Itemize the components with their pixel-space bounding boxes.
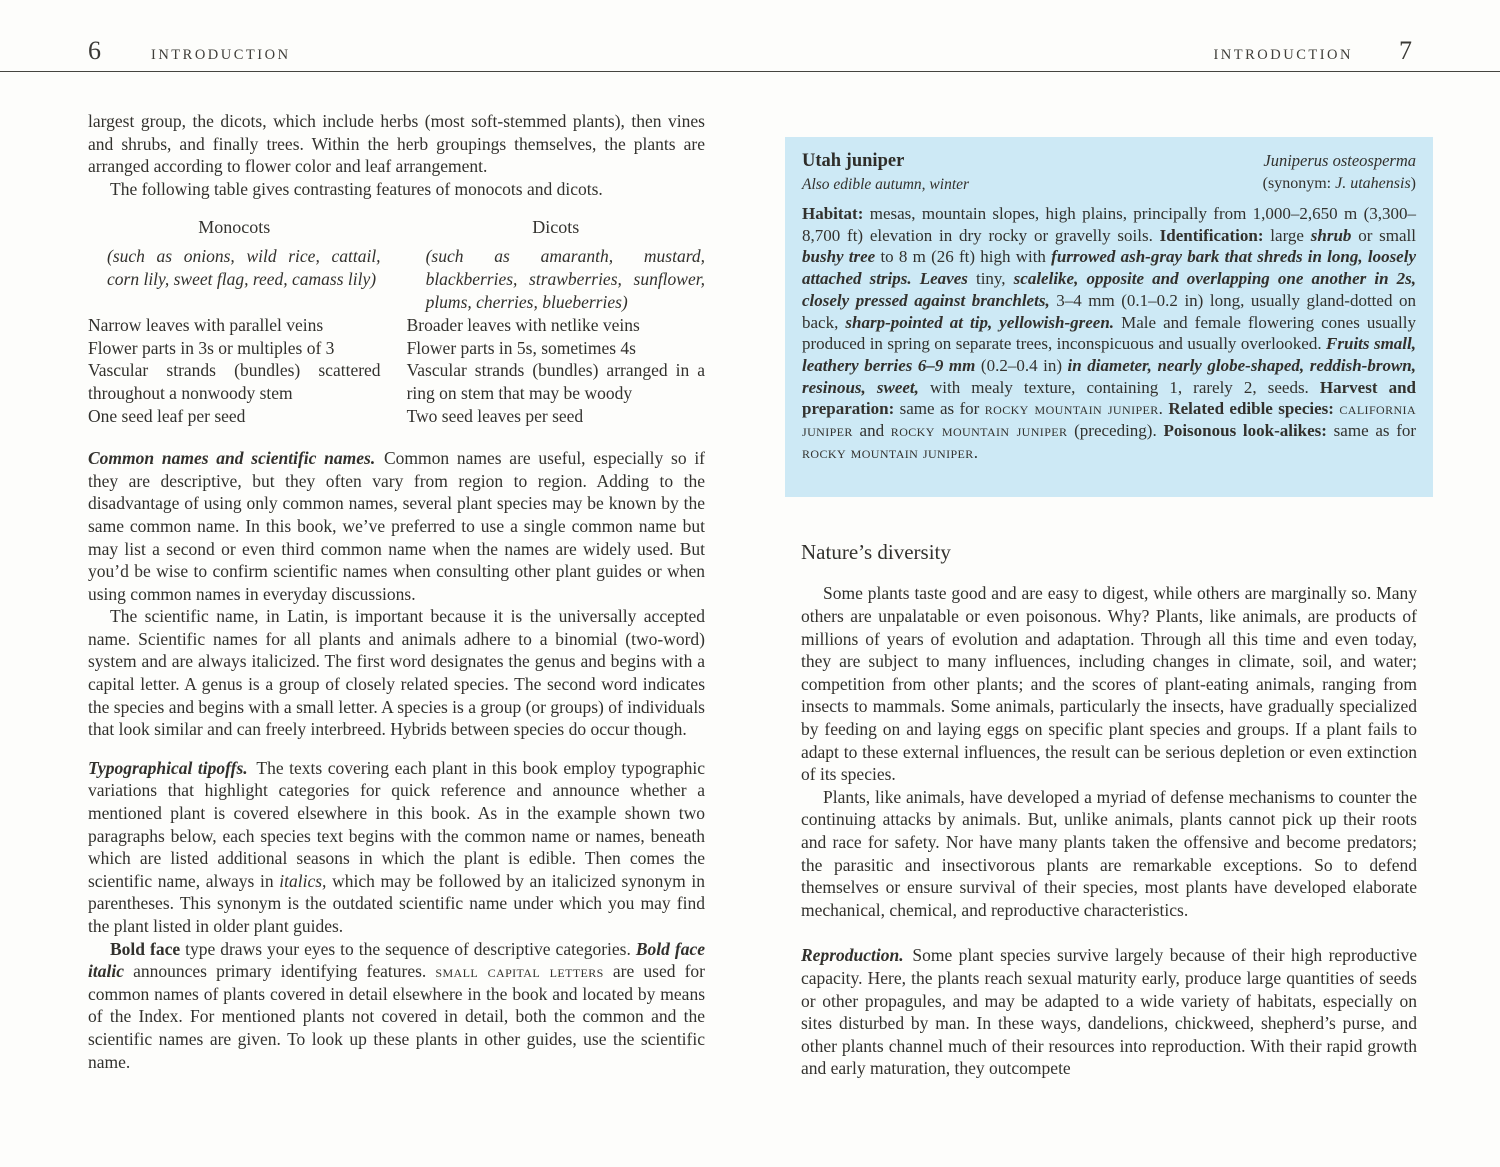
table-row <box>88 314 705 337</box>
monocot-dicot-table <box>88 217 705 427</box>
right-page-number: 7 <box>1399 36 1412 65</box>
table-header-dicots: Dicots <box>532 217 580 238</box>
left-running-head <box>88 36 291 66</box>
species-common-name: Utah juniper <box>802 151 905 171</box>
paragraph-dicots-intro: largest group, the dicots, which include herbs (most soft-stemmed plants), then vines and shrubs, and finally trees. Within the herb groupings themselves, the plants are arranged according to flower color and leaf arrangement. <box>88 111 705 177</box>
right-page-column <box>785 110 1433 1080</box>
paragraph-table-lead: The following table gives contrasting features of monocots and dicots. <box>110 178 603 199</box>
species-edibility-note: Also edible autumn, winter <box>802 176 970 193</box>
right-running-head <box>1213 36 1412 66</box>
table-cell: Narrow leaves with parallel veins <box>88 315 324 336</box>
section-heading-natures-diversity: Nature’s diversity <box>801 540 951 565</box>
species-scientific-name: Juniperus osteosperma <box>1263 151 1416 170</box>
left-page-column <box>88 110 705 1073</box>
table-cell: One seed leaf per seed <box>88 405 246 426</box>
paragraph-typographical-tipoffs: Typographical tipoffs. The texts covering each plant in this book employ typographic variations that highlight categories for quick reference and announce whether a mentioned plant is covered elsewhere in this book. As in the example shown two paragraphs below, each species text begins with the common name or names, beneath which are listed additional seasons in which the plant is edible. Then comes the scientific name, always in italics, which may be followed by an italicized synonym in parentheses. This synonym is the outdated scientific name under which you may find the plant listed in older plant guides. <box>88 757 705 936</box>
paragraph-reproduction: Reproduction. Some plant species survive largely because of their high reproductive capacity. Here, the plants reach sexual maturity early, produce large quantities of seeds or other propagules, and may be adapted to a wide variety of habitats, especially on sites disturbed by man. In these ways, dandelions, chickweed, shepherd’s purse, and other plants channel much of their resources into reproduction. With their rapid growth and early maturation, they outcompete <box>801 945 1417 1079</box>
species-synonym: (synonym: J. utahensis) <box>1262 175 1416 192</box>
table-cell: Vascular strands (bundles) scattered throughout a nonwoody stem <box>88 360 381 403</box>
paragraph-scientific-names: The scientific name, in Latin, is important because it is the universally accepted name. Scientific names for all plants and animals adhere to a binomial (two-word) system and are always italicized. The first word designates the genus and begins with a capital letter. A genus is a group of closely related species. The second word indicates the species and begins with a small letter. A species is a group (or groups) of individuals that look similar and can freely interbreed. Hybrids between species do occur though. <box>88 606 705 740</box>
paragraph-diversity-2: Plants, like animals, have developed a myriad of defense mechanisms to counter the continuing attacks by animals. But, unlike animals, plants cannot pick up their roots and race for safety. Nor have many plants taken the offensive and become predators; the parasitic and insectivorous plants are remarkable exceptions. So to defend themselves or ensure survival of their species, most plants have developed elaborate mechanical, chemical, and reproductive characteristics. <box>801 786 1417 920</box>
table-cell: Flower parts in 3s or multiples of 3 <box>88 337 335 358</box>
table-row <box>88 337 705 360</box>
paragraph-diversity-1: Some plants taste good and are easy to digest, while others are marginally so. Many others are unpalatable or even poisonous. Why? Plants, like animals, are products of millions of years of evolution and adaptation. Through all this time and even today, they are subject to many influences, including changes in climate, soil, and water; competition from other plants; and the scores of plant-eating animals, ranging from insects to mammals. Some animals, particularly the insects, have gradually specialized by feeding on and laying eggs on specific plant species and groups. If a plant fails to adapt to these external influences, the result can be serious depletion or even extinction of its species. <box>801 583 1417 785</box>
table-cell-dicot-examples: (such as amaranth, mustard, blackberries, strawberries, sunflower, plums, cherries, blueberries) <box>425 246 705 312</box>
table-header-monocots: Monocots <box>198 217 271 238</box>
table-cell-monocot-examples: (such as onions, wild rice, cattail, corn lily, sweet flag, reed, camass lily) <box>107 246 381 289</box>
paragraph-bold-face: Bold face type draws your eyes to the sequence of descriptive categories. Bold face italic announces primary identifying features. small capital letters are used for common names of plants covered in detail elsewhere in the book and located by means of the Index. For mentioned plants not covered in detail, both the common and the scientific names are given. To look up these plants in other guides, use the scientific name. <box>88 938 705 1072</box>
utah-juniper-species-box <box>785 137 1433 497</box>
left-page-number: 6 <box>88 36 101 65</box>
table-row <box>88 405 705 428</box>
table-cell: Two seed leaves per seed <box>406 405 584 426</box>
table-cell: Flower parts in 5s, sometimes 4s <box>406 337 636 358</box>
table-row <box>88 245 705 314</box>
species-box-header <box>802 151 1416 194</box>
table-row <box>88 359 705 404</box>
header-rule <box>0 71 1500 72</box>
table-cell: Broader leaves with netlike veins <box>406 315 640 336</box>
paragraph-common-names: Common names and scientific names. Common names are useful, especially so if they are descriptive, but they often vary from region to region. Adding to the disadvantage of using only common names, several plant species may be known by the same common name. In this book, we’ve preferred to use a single common name but may list a second or even third common name when the names are widely used. But you’d be wise to confirm scientific names when consulting other plant guides or when using common names in everyday discussions. <box>88 448 706 604</box>
left-running-head-title: INTRODUCTION <box>151 47 291 63</box>
species-description: Habitat: mesas, mountain slopes, high plains, principally from 1,000–2,650 m (3,300–8,700 ft) elevation in dry rocky or gravelly soils. Identification: large shrub or small bushy tree to 8 m (26 ft) high with furrowed ash-gray bark that shreds in long, loosely attached strips. Leaves tiny, scalelike, opposite and overlapping one another in 2s, closely pressed against branchlets, 3–4 mm (0.1–0.2 in) long, usually gland-dotted on back, sharp-pointed at tip, yellowish-green. Male and female flowering cones usually produced in spring on separate trees, inconspicuous and usually overlooked. Fruits small, leathery berries 6–9 mm (0.2–0.4 in) in diameter, nearly globe-shaped, reddish-brown, resinous, sweet, with mealy texture, containing 1, rarely 2, seeds. Harvest and preparation: same as for rocky mountain juniper. Related edible species: california juniper and rocky mountain juniper (preceding). Poisonous look-alikes: same as for rocky mountain juniper. <box>802 204 1417 462</box>
table-cell: Vascular strands (bundles) arranged in a ring on stem that may be woody <box>406 360 705 403</box>
right-running-head-title: INTRODUCTION <box>1213 47 1353 63</box>
